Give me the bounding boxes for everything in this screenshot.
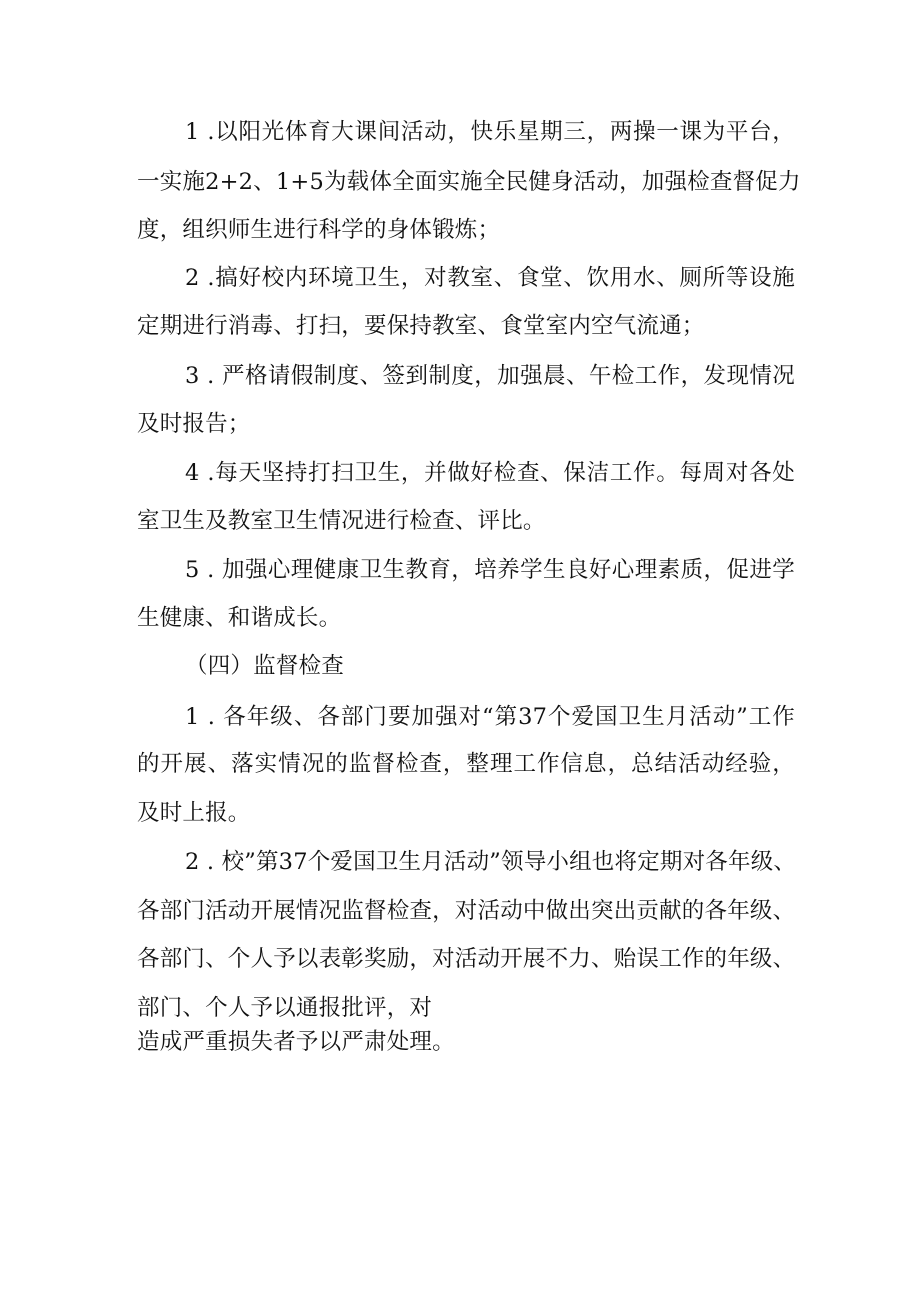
check-item-2-line-1: 2 . 校”第37个爱国卫生月活动”领导小组也将定期对各年级、	[185, 849, 797, 875]
item-4-line-1: 4 .每天坚持打扫卫生，并做好检查、保洁工作。每周对各处	[185, 460, 795, 486]
check-item-1-line-3: 及时上报。	[137, 800, 251, 826]
check-item-2-line-3: 各部门、个人予以表彰奖励，对活动开展不力、贻误工作的年级、	[137, 946, 796, 972]
item-1-line-2: 一实施2+2、1+5为载体全面实施全民健身活动，加强检查督促力	[137, 169, 801, 195]
item-5-line-1: 5 . 加强心理健康卫生教育，培养学生良好心理素质，促进学	[185, 557, 795, 583]
item-2-line-1: 2 .搞好校内环境卫生，对教室、食堂、饮用水、厕所等设施	[185, 265, 795, 291]
check-item-1-line-1: 1 . 各年级、各部门要加强对“第37个爱国卫生月活动”工作	[185, 704, 795, 730]
check-item-2-line-5: 造成严重损失者予以严肃处理。	[137, 1029, 455, 1055]
item-1-line-3: 度，组织师生进行科学的身体锻炼；	[137, 217, 501, 243]
check-item-2-line-2: 各部门活动开展情况监督检查，对活动中做出突出贡献的各年级、	[137, 898, 796, 924]
item-4-line-2: 室卫生及教室卫生情况进行检查、评比。	[137, 508, 546, 534]
check-item-1-line-2: 的开展、落实情况的监督检查，整理工作信息，总结活动经验，	[137, 751, 795, 777]
item-5-line-2: 生健康、和谐成长。	[137, 605, 342, 631]
item-2-line-2: 定期进行消毒、打扫，要保持教室、食堂室内空气流通；	[137, 313, 705, 339]
item-1-line-1: 1 .以阳光体育大课间活动，快乐星期三，两操一课为平台，	[185, 119, 795, 145]
item-3-line-1: 3 . 严格请假制度、签到制度，加强晨、午检工作，发现情况	[185, 363, 795, 389]
item-3-line-2: 及时报告；	[137, 411, 251, 437]
section-heading: （四）监督检查	[185, 653, 344, 679]
check-item-2-line-4: 部门、个人予以通报批评，对	[137, 995, 433, 1021]
